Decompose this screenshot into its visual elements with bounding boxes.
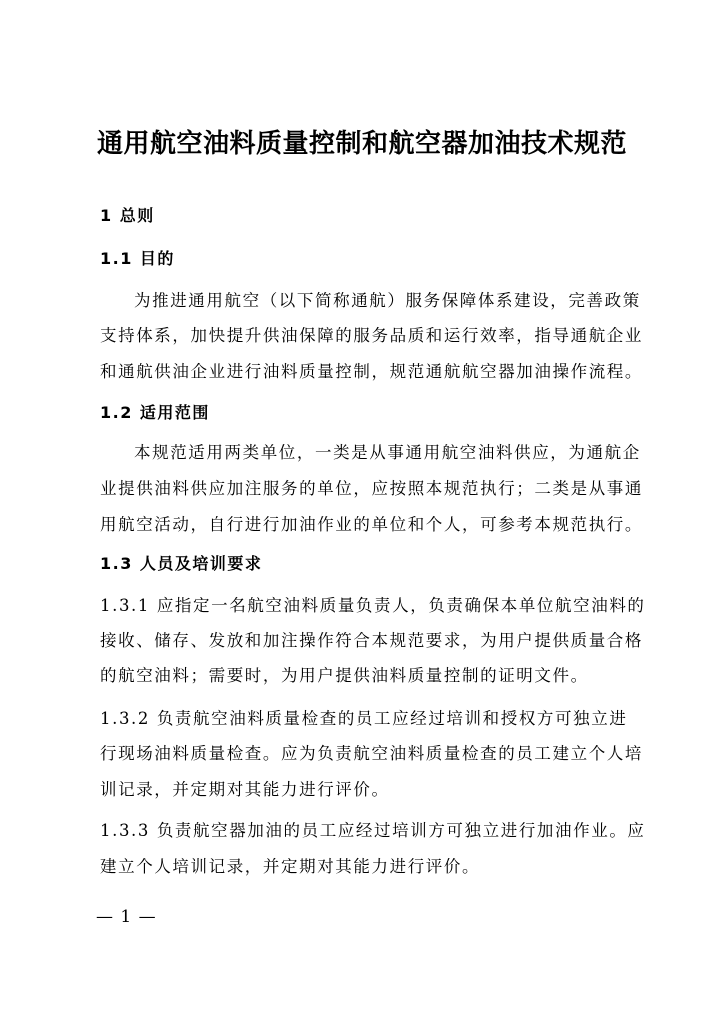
- section-1-heading: 1 总则: [100, 206, 155, 225]
- section-1-1-heading: 1.1 目的: [100, 249, 175, 268]
- paragraph-line: 支持体系，加快提升供油保障的服务品质和运行效率，指导通航企业: [100, 326, 643, 345]
- section-1-3-heading: 1.3 人员及培训要求: [100, 554, 263, 573]
- paragraph-line: 建立个人培训记录，并定期对其能力进行评价。: [100, 857, 481, 876]
- paragraph-line: 行现场油料质量检查。应为负责航空油料质量检查的员工建立个人培: [100, 744, 643, 763]
- paragraph-line: 的航空油料；需要时，为用户提供油料质量控制的证明文件。: [100, 666, 589, 685]
- paragraph-line: 1.3.3 负责航空器加油的员工应经过培训方可独立进行加油作业。应: [100, 821, 646, 840]
- paragraph-line: 1.3.1 应指定一名航空油料质量负责人，负责确保本单位航空油料的: [100, 596, 646, 615]
- paragraph-line: 和通航供油企业进行油料质量控制，规范通航航空器加油操作流程。: [100, 362, 643, 381]
- paragraph-line: 训记录，并定期对其能力进行评价。: [100, 780, 390, 799]
- paragraph-line: 业提供油料供应加注服务的单位，应按照本规范执行；二类是从事通: [100, 479, 643, 498]
- section-1-2-heading: 1.2 适用范围: [100, 403, 210, 422]
- page-number: — 1 —: [96, 907, 157, 927]
- paragraph-line: 1.3.2 负责航空油料质量检查的员工应经过培训和授权方可独立进: [100, 709, 628, 728]
- document-title: 通用航空油料质量控制和航空器加油技术规范: [96, 129, 627, 159]
- paragraph-line: 为推进通用航空（以下简称通航）服务保障体系建设，完善政策: [134, 291, 641, 310]
- paragraph-line: 本规范适用两类单位，一类是从事通用航空油料供应，为通航企: [134, 443, 641, 462]
- paragraph-line: 用航空活动，自行进行加油作业的单位和个人，可参考本规范执行。: [100, 515, 643, 534]
- paragraph-line: 接收、储存、发放和加注操作符合本规范要求，为用户提供质量合格: [100, 631, 643, 650]
